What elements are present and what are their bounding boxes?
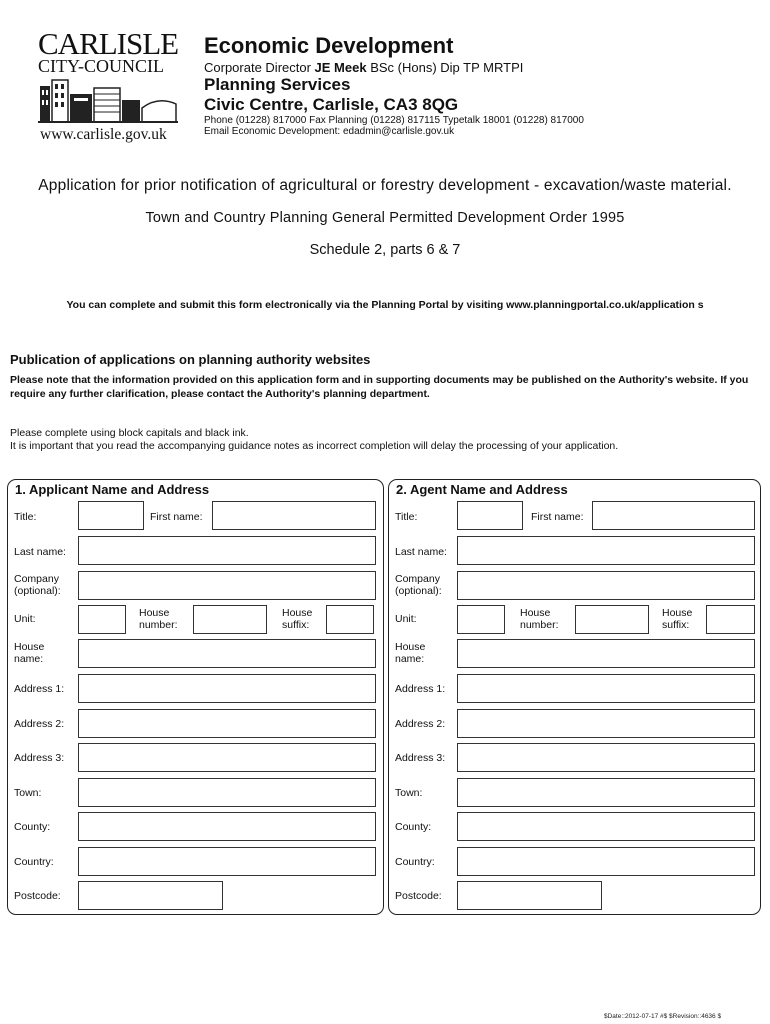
applicant-title-input[interactable] bbox=[78, 501, 144, 530]
header-planning-services: Planning Services bbox=[204, 75, 351, 94]
applicant-town-label: Town: bbox=[14, 787, 42, 799]
instruction-line-1: Please complete using block capitals and black ink. bbox=[10, 427, 249, 439]
applicant-title-label: Title: bbox=[14, 511, 37, 523]
applicant-address2-input[interactable] bbox=[78, 709, 376, 738]
agent-house-suffix-input[interactable] bbox=[706, 605, 755, 634]
revision-footer: $Date::2012-07-17 #$ $Revision::4636 $ bbox=[604, 1013, 722, 1020]
civic-building-illustration-icon bbox=[38, 78, 178, 124]
applicant-address1-input[interactable] bbox=[78, 674, 376, 703]
agent-last-name-input[interactable] bbox=[457, 536, 755, 565]
applicant-county-input[interactable] bbox=[78, 812, 376, 841]
agent-unit-label: Unit: bbox=[395, 613, 417, 625]
applicant-last-name-input[interactable] bbox=[78, 536, 376, 565]
applicant-country-input[interactable] bbox=[78, 847, 376, 876]
applicant-unit-label: Unit: bbox=[14, 613, 36, 625]
agent-section-heading: 2. Agent Name and Address bbox=[396, 482, 568, 497]
agent-address1-input[interactable] bbox=[457, 674, 755, 703]
agent-address3-input[interactable] bbox=[457, 743, 755, 772]
agent-country-label: Country: bbox=[395, 856, 435, 868]
agent-town-label: Town: bbox=[395, 787, 423, 799]
applicant-section-heading: 1. Applicant Name and Address bbox=[15, 482, 210, 497]
agent-last-name-label: Last name: bbox=[395, 546, 447, 558]
planning-portal-notice: You can complete and submit this form electronically via the Planning Portal by visiting www.planningportal.co.uk/application s bbox=[66, 299, 704, 311]
agent-house-name-input[interactable] bbox=[457, 639, 755, 668]
applicant-last-name-label: Last name: bbox=[14, 546, 66, 558]
applicant-house-name-input[interactable] bbox=[78, 639, 376, 668]
form-subtitle-schedule: Schedule 2, parts 6 & 7 bbox=[309, 242, 461, 258]
agent-county-label: County: bbox=[395, 821, 432, 833]
agent-company-input[interactable] bbox=[457, 571, 755, 600]
agent-house-number-label: House number: bbox=[520, 607, 559, 631]
applicant-house-suffix-input[interactable] bbox=[326, 605, 374, 634]
agent-first-name-input[interactable] bbox=[592, 501, 755, 530]
header-phone: Phone (01228) 817000 Fax Planning (01228) 817115 Typetalk 18001 (01228) 817000 bbox=[204, 115, 584, 126]
applicant-house-number-label: House number: bbox=[139, 607, 178, 631]
form-subtitle-order: Town and Country Planning General Permitted Development Order 1995 bbox=[145, 210, 625, 226]
agent-section bbox=[388, 479, 761, 915]
logo-line-carlisle: CARLISLE bbox=[38, 26, 179, 61]
publication-notice: Please note that the information provided on this application form and in supporting documents may be published on the Authority's website. If you require any further clarification, please contact the Authority's planning department. bbox=[10, 374, 749, 400]
applicant-address1-label: Address 1: bbox=[14, 683, 65, 695]
agent-address1-label: Address 1: bbox=[395, 683, 446, 695]
agent-house-number-input[interactable] bbox=[575, 605, 649, 634]
agent-house-name-label: House name: bbox=[395, 641, 426, 665]
instructions bbox=[10, 427, 760, 453]
agent-company-label: Company (optional): bbox=[395, 573, 442, 597]
director-name: JE Meek bbox=[314, 60, 367, 75]
agent-address2-input[interactable] bbox=[457, 709, 755, 738]
logo-line-city-council: CITY-COUNCIL bbox=[38, 56, 164, 76]
applicant-company-label: Company (optional): bbox=[14, 573, 61, 597]
applicant-address3-input[interactable] bbox=[78, 743, 376, 772]
agent-address3-label: Address 3: bbox=[395, 752, 446, 764]
agent-postcode-label: Postcode: bbox=[395, 890, 442, 902]
applicant-house-name-label: House name: bbox=[14, 641, 45, 665]
header-email: Email Economic Development: edadmin@carlisle.gov.uk bbox=[204, 126, 455, 137]
header-director: Corporate Director JE Meek BSc (Hons) Dip TP MRTPI bbox=[204, 60, 524, 75]
applicant-country-label: Country: bbox=[14, 856, 54, 868]
applicant-address3-label: Address 3: bbox=[14, 752, 65, 764]
agent-country-input[interactable] bbox=[457, 847, 755, 876]
agent-house-suffix-label: House suffix: bbox=[662, 607, 693, 631]
agent-title-input[interactable] bbox=[457, 501, 523, 530]
applicant-house-number-input[interactable] bbox=[193, 605, 267, 634]
applicant-county-label: County: bbox=[14, 821, 51, 833]
applicant-house-suffix-label: House suffix: bbox=[282, 607, 313, 631]
council-logo bbox=[34, 26, 186, 148]
applicant-postcode-label: Postcode: bbox=[14, 890, 61, 902]
applicant-section bbox=[7, 479, 384, 915]
applicant-first-name-label: First name: bbox=[150, 511, 203, 523]
agent-unit-input[interactable] bbox=[457, 605, 505, 634]
agent-title-label: Title: bbox=[395, 511, 418, 523]
applicant-company-input[interactable] bbox=[78, 571, 376, 600]
applicant-address2-label: Address 2: bbox=[14, 718, 65, 730]
applicant-unit-input[interactable] bbox=[78, 605, 126, 634]
form-title: Application for prior notification of agricultural or forestry development - excavation/waste material. bbox=[38, 177, 732, 194]
applicant-first-name-input[interactable] bbox=[212, 501, 376, 530]
publication-heading: Publication of applications on planning authority websites bbox=[10, 352, 371, 367]
applicant-town-input[interactable] bbox=[78, 778, 376, 807]
agent-first-name-label: First name: bbox=[531, 511, 584, 523]
header-department-title: Economic Development bbox=[204, 33, 454, 58]
agent-town-input[interactable] bbox=[457, 778, 755, 807]
agent-county-input[interactable] bbox=[457, 812, 755, 841]
instruction-line-2: It is important that you read the accompanying guidance notes as incorrect completion will delay the processing of your application. bbox=[10, 440, 619, 452]
agent-address2-label: Address 2: bbox=[395, 718, 446, 730]
applicant-postcode-input[interactable] bbox=[78, 881, 223, 910]
agent-postcode-input[interactable] bbox=[457, 881, 602, 910]
logo-website-url: www.carlisle.gov.uk bbox=[40, 126, 167, 143]
header-address: Civic Centre, Carlisle, CA3 8QG bbox=[204, 95, 459, 114]
